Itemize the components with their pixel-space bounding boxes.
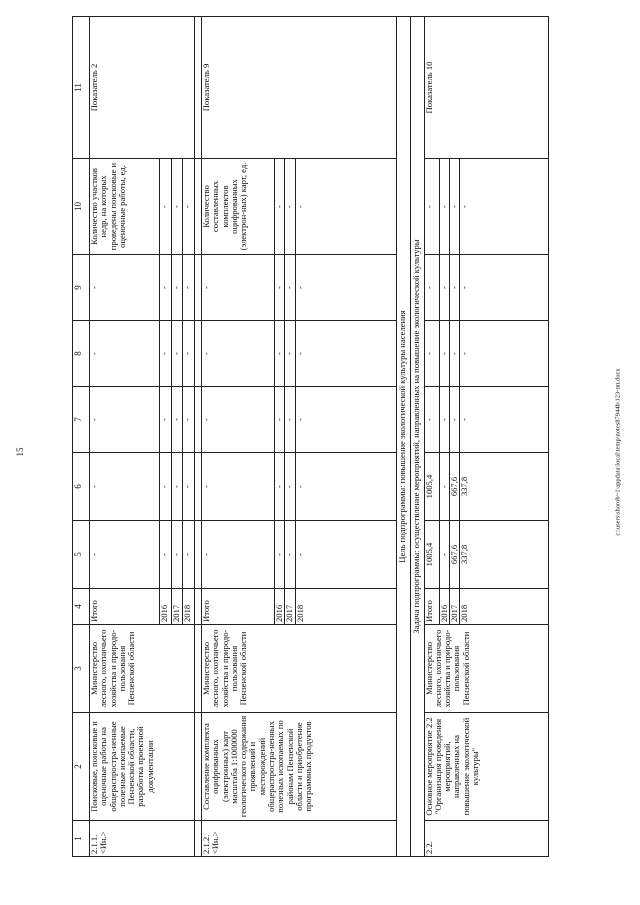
value-cell: -: [285, 321, 295, 387]
subprogram-goal: Цель подпрограммы: повышение экологической культуры населения: [396, 17, 410, 857]
header-cell: 9: [73, 255, 90, 321]
value-cell: -: [295, 521, 396, 589]
year-cell: 2016: [439, 589, 449, 625]
value-cell: -: [171, 387, 183, 453]
value-cell: -: [171, 321, 183, 387]
value-cell: -: [424, 255, 439, 321]
value-cell: -: [183, 453, 195, 521]
value-cell: -: [171, 255, 183, 321]
value-cell: -: [449, 159, 459, 255]
table-row: [202, 17, 275, 857]
value-cell: 667,6: [449, 453, 459, 521]
measure-name: Основное мероприятие 2.2 "Организация проведения мероприятий, направленных на повышение экологической культуры": [424, 713, 549, 821]
value-cell: -: [275, 255, 285, 321]
value-cell: -: [439, 387, 449, 453]
value-cell: 1005,4: [424, 521, 439, 589]
header-cell: 10: [73, 159, 90, 255]
measure-name: Поисковые, поисковые и оценочные работы на общераспростра-ненные полезные ископаемые Пензенской области, разработка проектной документации: [90, 713, 195, 821]
value-cell: -: [295, 159, 396, 255]
value-cell: -: [424, 387, 439, 453]
header-cell: 2: [73, 713, 90, 821]
value-cell: -: [439, 255, 449, 321]
header-cell: 6: [73, 453, 90, 521]
value-cell: -: [275, 521, 285, 589]
year-cell: 2018: [295, 589, 396, 625]
value-cell: -: [183, 159, 195, 255]
value-cell: -: [295, 321, 396, 387]
value-cell: -: [183, 521, 195, 589]
rotated-page: [72, 17, 612, 857]
value-cell: -: [171, 159, 183, 255]
value-cell: -: [460, 159, 549, 255]
year-cell: 2017: [171, 589, 183, 625]
executor: Министерство лесного, охотничьего хозяйства и природо-пользования Пензенской области: [424, 625, 549, 713]
value-cell: -: [439, 521, 449, 589]
value-cell: -: [183, 255, 195, 321]
value-cell: -: [285, 453, 295, 521]
footer-file-path: c:\users\shorob~1\appdata\local\temp\notes87944b\123-пп.docx: [614, 368, 622, 536]
indicator-ref: Показатель 9: [202, 17, 397, 159]
value-cell: -: [202, 521, 275, 589]
executor: Министерство лесного, охотничьего хозяйства и природо-пользования Пензенской области: [90, 625, 195, 713]
value-cell: -: [202, 321, 275, 387]
value-cell: -: [449, 321, 459, 387]
value-cell: -: [183, 321, 195, 387]
header-cell: 4: [73, 589, 90, 625]
value-cell: -: [275, 321, 285, 387]
value-cell: 337,8: [460, 521, 549, 589]
year-cell: 2017: [449, 589, 459, 625]
value-cell: -: [160, 453, 172, 521]
value-cell: -: [90, 387, 160, 453]
value-cell: -: [275, 387, 285, 453]
measure-name: Составление комплекта оцифрованных (электронных) карт масштаба 1:1000000 геологического содержания проявлений и месторождений общераспростра-ненных полезных ископаемых по районам Пензенской области и приобретение программных продуктов: [202, 713, 397, 821]
value-cell: -: [295, 453, 396, 521]
value-cell: -: [90, 453, 160, 521]
value-cell: -: [90, 521, 160, 589]
value-cell: 1005,4: [424, 453, 439, 521]
value-cell: 337,8: [460, 453, 549, 521]
table-row: [424, 17, 439, 857]
year-cell: 2016: [275, 589, 285, 625]
value-cell: -: [202, 387, 275, 453]
value-cell: -: [275, 453, 285, 521]
page-number: 15: [15, 447, 25, 457]
program-table: [72, 16, 549, 857]
value-cell: -: [171, 453, 183, 521]
value-cell: -: [275, 159, 285, 255]
value-cell: -: [460, 387, 549, 453]
value-cell: -: [285, 159, 295, 255]
value-cell: -: [202, 255, 275, 321]
header-row: [73, 17, 90, 857]
header-cell: 8: [73, 321, 90, 387]
year-cell: Итого: [90, 589, 160, 625]
value-cell: -: [295, 387, 396, 453]
row-number: 2.1.2. <Ин.>: [202, 821, 397, 857]
value-cell: -: [439, 321, 449, 387]
indicator-ref: Показатель 10: [424, 17, 549, 159]
value-cell: -: [295, 255, 396, 321]
value-cell: -: [449, 255, 459, 321]
indicator-name: Количество составленных комплектов оцифрованных (электрон-ных) карт, ед.: [202, 159, 275, 255]
value-cell: 667,6: [449, 521, 459, 589]
value-cell: -: [285, 255, 295, 321]
row-number: 2.1.1. <Ин.>: [90, 821, 195, 857]
value-cell: -: [460, 255, 549, 321]
value-cell: -: [160, 321, 172, 387]
year-cell: Итого: [424, 589, 439, 625]
value-cell: -: [439, 453, 449, 521]
header-cell: 3: [73, 625, 90, 713]
value-cell: -: [285, 387, 295, 453]
year-cell: 2018: [183, 589, 195, 625]
executor: Министерство лесного, охотничьего хозяйства и природо-пользования Пензенской области: [202, 625, 397, 713]
indicator-name: Количество участков недр, на которых проведены поисковые и оценочные работы, ед.: [90, 159, 160, 255]
value-cell: -: [160, 387, 172, 453]
value-cell: -: [90, 321, 160, 387]
value-cell: -: [449, 387, 459, 453]
row-number: 2.2.: [424, 821, 549, 857]
value-cell: -: [424, 321, 439, 387]
year-cell: 2016: [160, 589, 172, 625]
header-cell: 5: [73, 521, 90, 589]
value-cell: -: [202, 453, 275, 521]
header-cell: 7: [73, 387, 90, 453]
header-cell: 11: [73, 17, 90, 159]
subprogram-task: Задача подпрограммы: осуществление мероприятий, направленных на повышение экологической культуры: [410, 17, 424, 857]
value-cell: -: [424, 159, 439, 255]
value-cell: -: [160, 521, 172, 589]
year-cell: 2018: [460, 589, 549, 625]
value-cell: -: [160, 255, 172, 321]
value-cell: -: [160, 159, 172, 255]
year-cell: 2017: [285, 589, 295, 625]
table-row: [90, 17, 160, 857]
indicator-ref: Показатель 2: [90, 17, 195, 159]
value-cell: -: [460, 321, 549, 387]
value-cell: -: [183, 387, 195, 453]
year-cell: Итого: [202, 589, 275, 625]
value-cell: -: [171, 521, 183, 589]
goal-row: [396, 17, 410, 857]
value-cell: -: [285, 521, 295, 589]
header-cell: 1: [73, 821, 90, 857]
value-cell: -: [439, 159, 449, 255]
value-cell: -: [90, 255, 160, 321]
task-row: [410, 17, 424, 857]
